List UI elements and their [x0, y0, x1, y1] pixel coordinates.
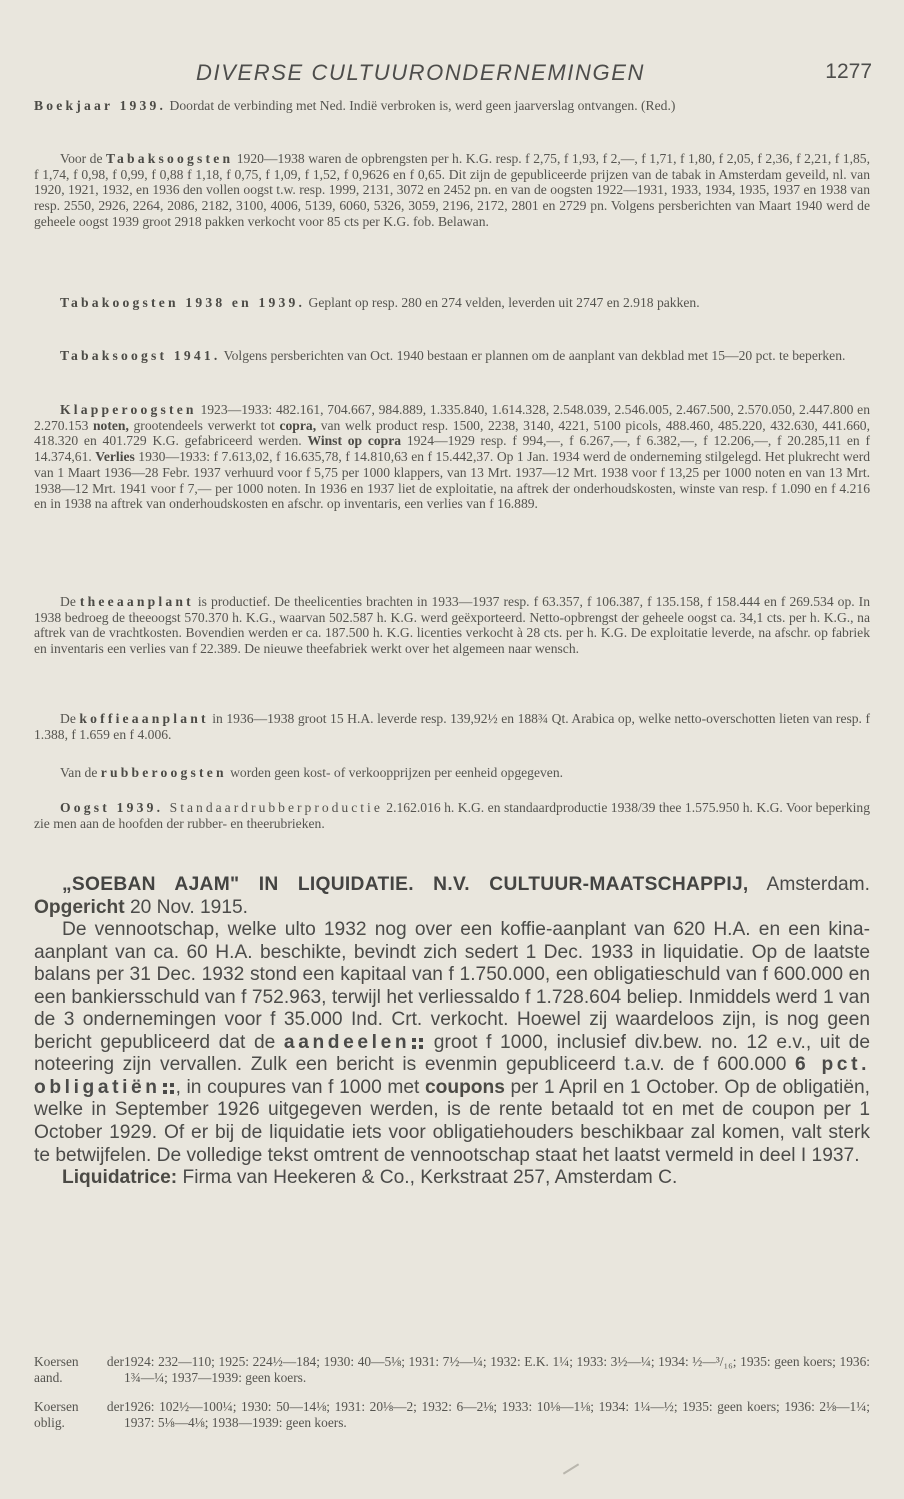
thee-paragraph [34, 594, 870, 657]
tabaksoogsten-paragraph [34, 151, 870, 230]
obligatien-term: 6 pct. obligatiën [34, 1054, 870, 1098]
company-entry [34, 874, 870, 1190]
description-part-1: De vennootschap, welke ulto 1932 nog over een koffie-aanplant van 620 H.A. en een kina-aanplant van ca. 60 H.A. beschikte, bevindt zich sedert 1 Dec. 1933 in liquidatie. Op de laatste balans per 31 Dec. 1932 stond een kapitaal van f 1.750.000, een obligatieschuld van f 600.000 en een bankiersschuld van f 752.963, terwijl het verliessaldo f 1.728.604 beliep. Inmiddels werd 1 van de 3 ondernemingen voor f 35.000 Ind. Crt. verkocht. Hoewel zij waardeloos zijn, is nog geen bericht gepubliceerd dat de [34, 919, 870, 1053]
klapper-paragraph [34, 402, 870, 512]
tabaksoogst-1941-text: Volgens persberichten van Oct. 1940 bestaan er plannen om de aanplant van dekblad met 15—20 pct. te beperken. [220, 348, 846, 363]
koffie-paragraph [34, 711, 870, 742]
klapper-text-1: 1923—1933: 482.161, 704.667, 984.889, 1.335.840, 1.614.328, 2.548.039, 2.546.005, 2.467.500, 2.570.050, 2.447.800 en 2.270.153 [34, 402, 870, 433]
thee-text: is productief. De theelicenties brachten in 1933—1937 resp. f 63.357, f 106.387, f 135.158, f 158.444 en f 269.534 op. In 1938 bedroeg de theeoogst 570.370 h. K.G., waarvan 502.587 h. K.G. werd geëxporteerd. Netto-opbrengst der geheele oogst ca. 34,1 cts. per h. K.G., na aftrek van de vrachtkosten. Bovendien werden er ca. 187.500 h. K.G. licenties verkocht à 28 cts. per h. K.G. De exploitatie leverde, na afschr. op fabriek en inventaris een verlies van f 22.389. De nieuwe theefabriek werkt over het algemeen naar wensch. [34, 594, 870, 657]
founded-label: Opgericht [34, 896, 125, 918]
klapper-text-4: 1924—1929 resp. f 994,—, f 6.267,—, f 6.382,—, f 12.206,—, f 20.285,11 en f 14.374,61. [34, 433, 870, 465]
rubber-text: worden geen kost- of verkoopprijzen per eenheid opgegeven. [226, 765, 564, 780]
company-name: „SOEBAN AJAM" IN LIQUIDATIE. N.V. CULTUUR-MAATSCHAPPIJ, [62, 874, 749, 895]
oogst-1939-paragraph [34, 800, 870, 831]
tabaksoogsten-heading: Tabaksoogsten [106, 151, 234, 166]
rubber-paragraph [34, 765, 870, 781]
tabakoogsten-1938-text: Geplant op resp. 280 en 274 velden, leverden uit 2747 en 2.918 pakken. [305, 295, 700, 310]
thee-heading: theeaanplant [79, 594, 194, 609]
koersen-oblig-label: Koersen der oblig. [34, 1399, 124, 1430]
rubber-heading: rubberoogsten [100, 765, 227, 780]
tabaksoogsten-text: 1920—1938 waren de opbrengsten per h. K.G. resp. f 2,75, f 1,93, f 2,—, f 1,71, f 1,80, f 2,05, f 2,36, f 2,21, f 1,85, f 1,74, f 0,98, f 0,99, f 0,88 f 1,18, f 0,75, f 1,09, f 1,52, f 0,9626 en f 0,65. Dit zijn de gepubliceerde prijzen van de tabak in Amsterdam geveild, nl. van 1920, 1921, 1932, en 1936 den vollen oogst t.w. resp. 1999, 2131, 3072 en 2452 pn. en van de oogsten 1922—1931, 1933, 1934, 1935, 1937 en 1938 van resp. 2550, 2926, 2264, 2086, 2182, 3100, 4006, 5139, 6060, 5326, 3059, 2196, 2172, 2801 en 2729 pn. Volgens persberichten van Maart 1940 werd de geheele oogst 1939 groot 2918 pakken verkocht voor 85 cts per K.G. fob. Belawan. [34, 151, 870, 229]
oogst-1939-text: 2.162.016 h. K.G. en standaardproductie 1938/39 thee 1.575.950 h. K.G. Voor beperking zie men aan de hoofden der rubber- en theerubrieken. [34, 800, 871, 831]
tabakoogsten-1938-paragraph [34, 295, 870, 311]
koersen-aand-label: Koersen der aand. [34, 1354, 124, 1385]
rubber-pre: Van de [60, 765, 101, 780]
boekjaar-heading: Boekjaar 1939. [34, 98, 167, 113]
liquidatrice-text: Firma van Heekeren & Co., Kerkstraat 257, Amsterdam C. [177, 1167, 678, 1189]
liquidatrice-line [34, 1167, 870, 1190]
thee-pre: De [60, 594, 80, 609]
koersen-aand [34, 1354, 870, 1385]
quote-marker-icon [163, 1083, 174, 1094]
section-title: DIVERSE CULTUURONDERNEMINGEN [196, 60, 645, 85]
klapper-winst: Winst op copra [307, 433, 402, 449]
tabaksoogst-1941-paragraph [34, 348, 870, 364]
description-part-3: , in coupures van f 1000 met [175, 1076, 425, 1098]
koersen-oblig [34, 1399, 870, 1430]
koffie-text: in 1936—1938 groot 15 H.A. leverde resp. 139,92½ en 188¾ Qt. Arabica op, welke netto-overschotten lieten van resp. f 1.388, f 1.659 en f 4.006. [34, 711, 870, 742]
company-description [34, 919, 870, 1167]
oogst-1939-sub: Standaardrubberproductie [163, 800, 383, 815]
company-city: Amsterdam. [748, 874, 870, 895]
page-number: 1277 [825, 60, 872, 83]
boekjaar-text: Doordat de verbinding met Ned. Indië verbroken is, werd geen jaarverslag ontvangen. (Red.) [166, 98, 676, 113]
aandeelen-term: aandeelen [283, 1031, 411, 1053]
klapper-noten: noten, [93, 417, 129, 433]
koersen-oblig-text: 1926: 102½—100¼; 1930: 50—14⅛; 1931: 20⅛—2; 1932: 6—2⅛; 1933: 10⅛—1⅛; 1934: 1¼—½; 1935: geen koers; 1936: 2⅛—1¼; 1937: 5⅛—4⅛; 1938—1939: geen koers. [124, 1399, 870, 1430]
description-part-2: groot f 1000, inclusief div.bew. no. 12 e.v., uit de noteering zijn vervallen. Zulk een bericht is evenmin gepubliceerd t.a.v. de f 600.000 [34, 1031, 870, 1076]
tabakoogsten-1938-heading: Tabakoogsten 1938 en 1939. [60, 295, 306, 310]
boekjaar-paragraph [34, 98, 870, 114]
klapper-verlies: Verlies [95, 449, 135, 465]
founded-date: 20 Nov. 1915. [124, 896, 249, 918]
klapper-text-3: van welk product resp. 1500, 2238, 3140, 4221, 5100 picols, 488.460, 485.220, 432.630, 441.660, 418.320 en 401.729 K.G. gefabriceerd werden. [34, 417, 871, 449]
klapper-copra: copra, [279, 417, 317, 433]
koffie-heading: koffieaanplant [79, 711, 209, 726]
liquidatrice-label: Liquidatrice: [62, 1167, 178, 1189]
coupons-term: coupons [424, 1076, 505, 1098]
tabaksoogst-1941-heading: Tabaksoogst 1941. [60, 348, 221, 363]
klapper-text-2: grootendeels verwerkt tot [128, 417, 280, 433]
tabaksoogsten-pre: Voor de [60, 151, 107, 166]
quote-marker-icon [412, 1038, 423, 1049]
klapper-text-5: 1930—1933: f 7.613,02, f 16.635,78, f 14.810,63 en f 15.442,37. Op 1 Jan. 1934 werd de onderneming stilgelegd. Het plukrecht werd van 1 Maart 1936—28 Febr. 1937 verhuurd voor f 5,75 per 1000 klappers, van 13 Mrt. 1937—12 Mrt. 1938 voor f 13,25 per 1000 noten en van 13 Mrt. 1938—12 Mrt. 1941 voor f 7,— per 1000 noten. In 1936 en 1937 liet de exploitatie, na aftrek der onderhoudskosten, winste van resp. f 1.090 en f 4.216 en in 1938 na aftrek van onderhoudskosten en afschr. op inventaris, een verlies van f 16.889. [34, 449, 871, 512]
oogst-1939-heading: Oogst 1939. [60, 800, 164, 815]
klapper-heading: Klapperoogsten [60, 402, 197, 417]
pencil-mark [563, 1463, 579, 1474]
koersen-aand-text: 1924: 232—110; 1925: 224½—184; 1930: 40—5⅛; 1931: 7½—¼; 1932: E.K. 1¼; 1933: 3½—¼; 1934: ½—³/₁₆; 1935: geen koers; 1936: 1¾—¼; 1937—1939: geen koers. [124, 1354, 870, 1385]
running-head [0, 60, 904, 90]
koffie-pre: De [60, 711, 80, 726]
description-part-4: per 1 April en 1 October. Op de obligatiën, welke in September 1926 uitgegeven werden, is de rente betaald tot en met de coupon per 1 October 1929. Of er bij de liquidatie iets voor obligatiehouders beschikbaar zal komen, valt sterk te betwijfelen. De volledige tekst omtrent de vennootschap staat het laatst vermeld in deel I 1937. [34, 1076, 870, 1166]
